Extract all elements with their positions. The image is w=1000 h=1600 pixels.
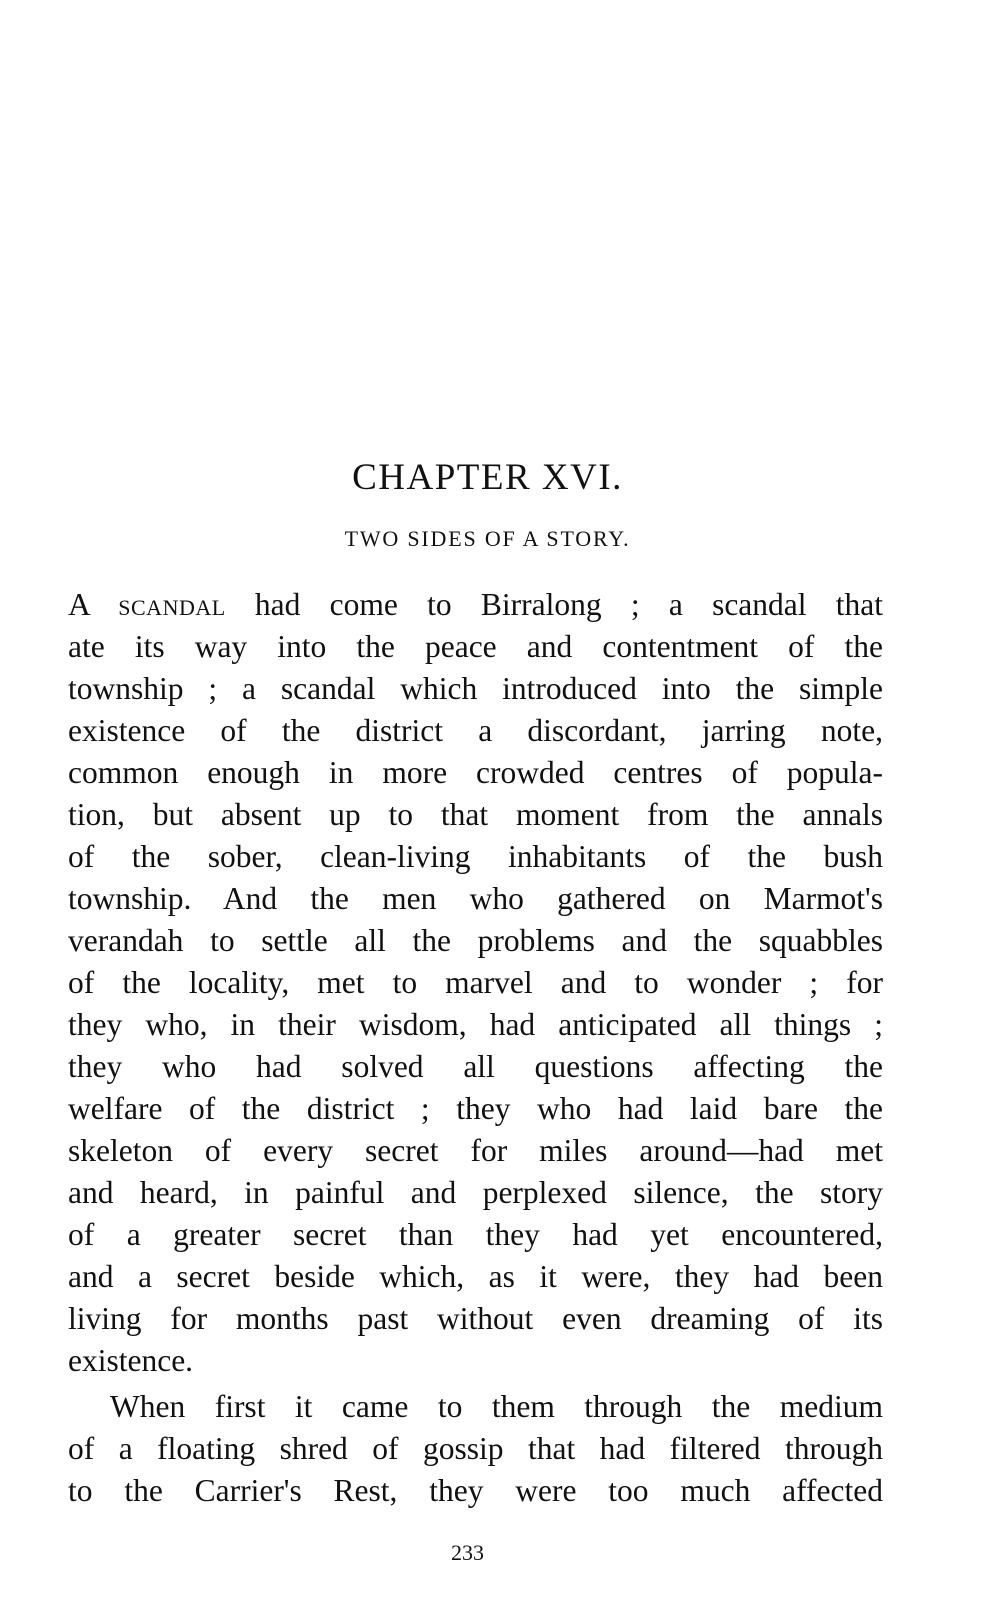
text-line: When first it came to them through the medium: [110, 1389, 883, 1424]
text-line: of the locality, met to marvel and to wonder ; for: [68, 965, 883, 1000]
text-line: township. And the men who gathered on Marmot's: [68, 881, 883, 916]
text-line: tion, but absent up to that moment from the annals: [68, 797, 883, 832]
chapter-title: CHAPTER XVI.: [352, 457, 623, 498]
text-line: of the sober, clean-living inhabitants of the bush: [68, 839, 883, 874]
text-line: they who, in their wisdom, had anticipated all things ;: [68, 1007, 883, 1042]
text-line: verandah to settle all the problems and the squabbles: [68, 923, 883, 958]
text-line: common enough in more crowded centres of popula-: [68, 755, 883, 790]
text-line: and a secret beside which, as it were, they had been: [68, 1259, 883, 1294]
body-text: [68, 584, 883, 1512]
text-line: of a greater secret than they had yet encountered,: [68, 1217, 883, 1252]
paragraph-1: [68, 584, 883, 1382]
text-line: ate its way into the peace and contentment of the: [68, 629, 883, 664]
chapter-subtitle: TWO SIDES OF A STORY.: [344, 526, 631, 551]
text-line: of a floating shred of gossip that had filtered through: [68, 1431, 883, 1466]
text-line: existence.: [68, 1343, 194, 1378]
text-line: welfare of the district ; they who had laid bare the: [68, 1091, 883, 1126]
text-line: existence of the district a discordant, jarring note,: [68, 713, 883, 748]
text-line: and heard, in painful and perplexed silence, the story: [68, 1175, 883, 1210]
page-number: 233: [451, 1540, 484, 1565]
text-line: to the Carrier's Rest, they were too much affected: [68, 1473, 883, 1508]
text-line: living for months past without even dreaming of its: [68, 1301, 883, 1336]
text-line: [68, 584, 883, 626]
text-line: skeleton of every secret for miles around—had met: [68, 1133, 883, 1168]
paragraph-2: [68, 1386, 883, 1512]
drop-letter: A: [68, 587, 119, 622]
text-line-rest: had come to Birralong ; a scandal that: [225, 587, 884, 622]
text-line: they who had solved all questions affecting the: [68, 1049, 883, 1084]
small-caps-word: scandal: [118, 587, 226, 622]
text-line: township ; a scandal which introduced into the simple: [68, 671, 883, 706]
